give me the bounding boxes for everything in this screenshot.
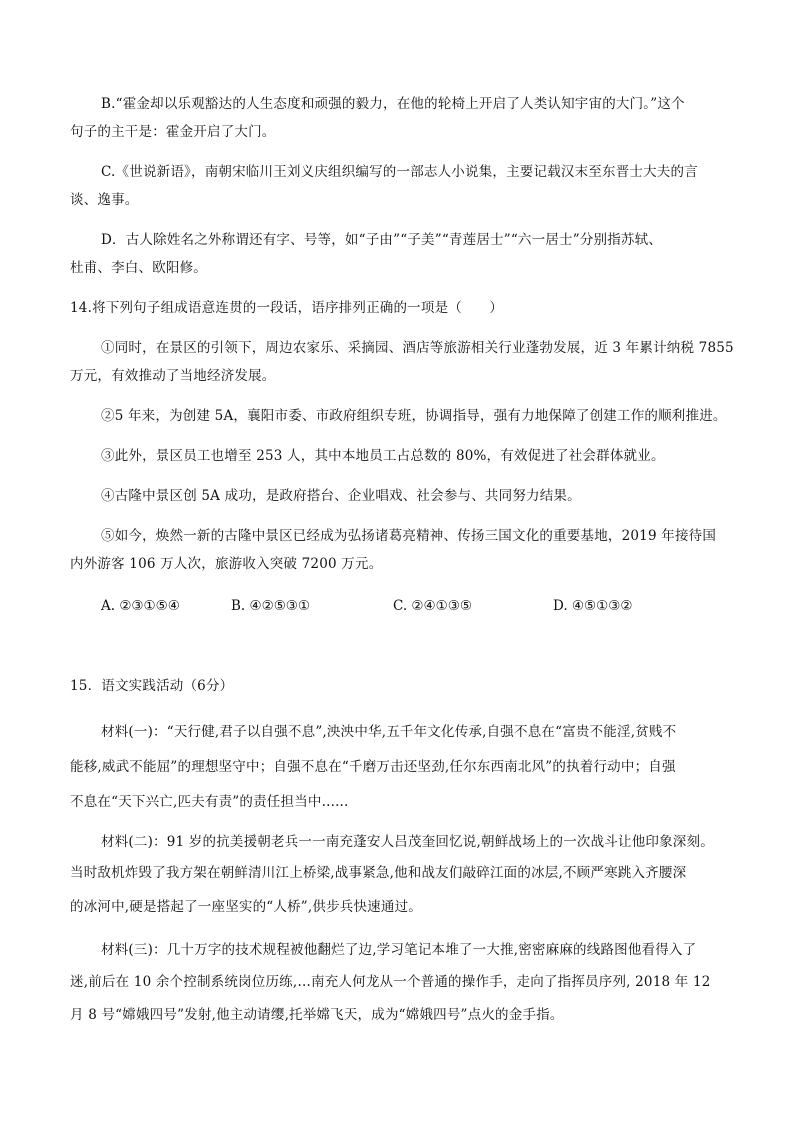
q14-sentence-1-line2: 万元，有效推动了当地经济发展。: [70, 368, 276, 384]
q15-material-1-line2: 能移,威武不能屈”的理想坚守中；自强不息在“千磨万击还坚劲,任尔东西南北风”的执着行动中；自强: [70, 759, 676, 775]
q13-option-d-line2: 杜甫、李白、欧阳修。: [70, 260, 207, 276]
q14-sentence-3: ③此外，景区员工也增至 253 人，其中本地员工占总数的 80%，有效促进了社会群体就业。: [101, 448, 665, 464]
q14-option-a: A. ②③①⑤④: [101, 598, 180, 614]
q14-options: [101, 592, 701, 620]
q15-material-3-line3: 月 8 号“嫦娥四号”发射,他主动请缨,托举嫦飞天，成为“嫦娥四号”点火的金手指。: [70, 1007, 564, 1023]
q14-option-d: D. ④⑤①③②: [553, 598, 633, 614]
q14-stem: 14.将下列句子组成语意连贯的一段话，语序排列正确的一项是（ ）: [70, 300, 504, 316]
q14-sentence-1-line1: ①同时，在景区的引领下，周边农家乐、采摘园、酒店等旅游相关行业蓬勃发展，近 3 年累计纳税 7855: [101, 340, 734, 356]
q14-sentence-5-line1: ⑤如今，焕然一新的古隆中景区已经成为弘扬诸葛亮精神、传扬三国文化的重要基地，2019 年接待国: [101, 528, 717, 544]
q15-material-2-line1: 材料(二)：91 岁的抗美援朝老兵一一南充蓬安人吕茂奎回忆说,朝鲜战场上的一次战斗让他印象深刻。: [101, 834, 714, 850]
q13-option-d-line1: D．古人除姓名之外称谓还有字、号等，如“子由”“子美”“青莲居士”“六一居士”分别指苏轼、: [101, 232, 663, 248]
q14-sentence-2: ②5 年来，为创建 5A，襄阳市委、市政府组织专班，协调指导，强有力地保障了创建工作的顺利推进。: [101, 408, 727, 424]
q14-sentence-5-line2: 内外游客 106 万人次，旅游收入突破 7200 万元。: [70, 556, 383, 572]
q15-material-3-line2: 迷,前后在 10 余个控制系统岗位历练,…南充人何龙从一个普通的操作手，走向了指挥员序列, 2018 年 12: [70, 974, 711, 990]
q15-material-1-line1: 材料(一)：“天行健,君子以自强不息”,泱泱中华,五千年文化传承,自强不息在“富贵不能淫,贫贱不: [101, 724, 677, 740]
q14-option-c: C. ②④①③⑤: [393, 598, 472, 614]
q15-material-2-line2: 当时敌机炸毁了我方架在朝鲜清川江上桥梁,战事紧急,他和战友们敲碎江面的冰层,不顾严寒跳入齐腰深: [70, 865, 687, 881]
q13-option-b-line2: 句子的主干是：霍金开启了大门。: [70, 124, 276, 140]
q15-material-3-line1: 材料(三)：几十万字的技术规程被他翻烂了边,学习笔记本堆了一大推,密密麻麻的线路图他看得入了: [101, 942, 697, 958]
q13-option-c-line2: 谈、逸事。: [70, 192, 139, 208]
q14-sentence-4: ④古隆中景区创 5A 成功，是政府搭台、企业唱戏、社会参与、共同努力结果。: [101, 488, 581, 504]
q13-option-c-line1: C.《世说新语》，南朝宋临川王刘义庆组织编写的一部志人小说集，主要记载汉末至东晋士大夫的言: [101, 164, 698, 180]
q15-material-1-line3: 不息在“天下兴亡,匹夫有责”的责任担当中......: [70, 794, 349, 810]
q15-title: 15．语文实践活动（6分）: [70, 678, 234, 694]
q13-option-b-line1: B.“霍金却以乐观豁达的人生态度和顽强的毅力，在他的轮椅上开启了人类认知宇宙的大门。”这个: [101, 96, 685, 112]
q14-option-b: B. ④②⑤③①: [231, 598, 311, 614]
q15-material-2-line3: 的冰河中,硬是搭起了一座坚实的“人桥”,供步兵快速通过。: [70, 899, 422, 915]
